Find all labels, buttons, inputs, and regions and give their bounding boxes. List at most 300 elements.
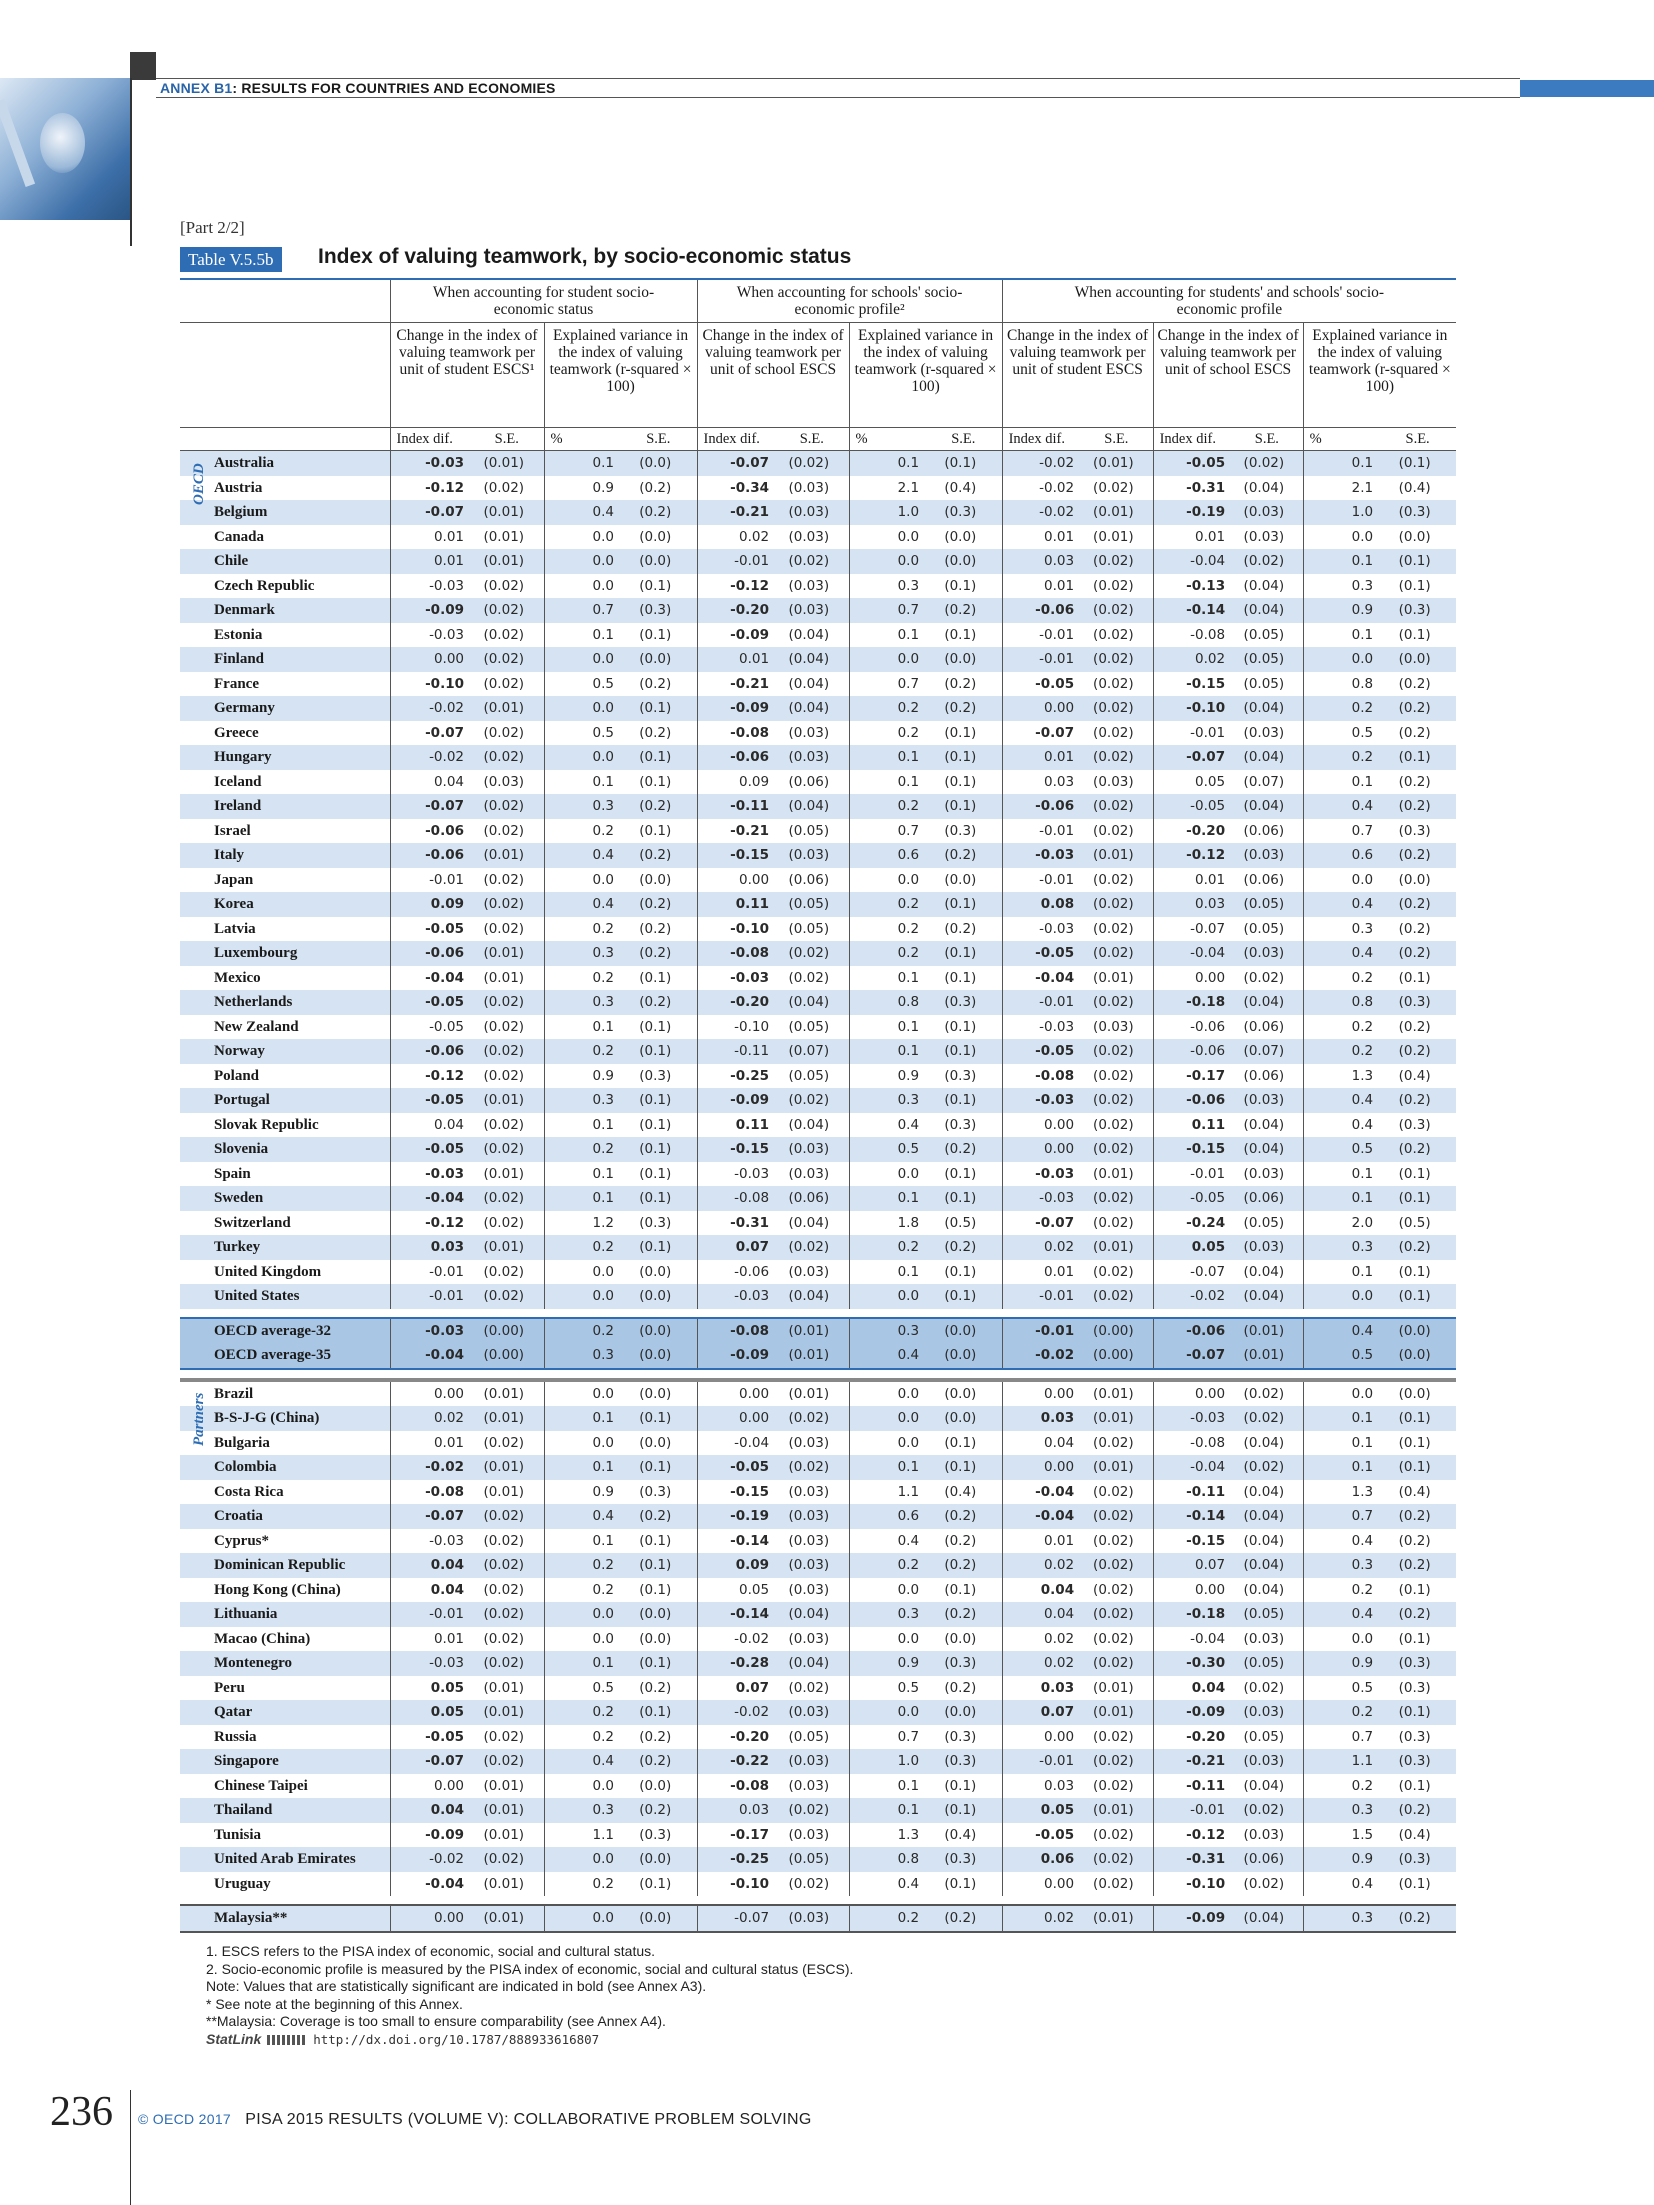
se-cell: (0.2) xyxy=(925,1905,1002,1932)
value-cell: 0.1 xyxy=(849,745,925,770)
se-cell: (0.02) xyxy=(1080,941,1153,966)
se-cell: (0.01) xyxy=(1231,1343,1303,1369)
value-cell: 0.5 xyxy=(544,721,620,746)
partner-row xyxy=(180,1651,1456,1676)
se-cell: (0.1) xyxy=(944,969,977,986)
se-cell: (0.04) xyxy=(1243,1483,1285,1500)
se-cell: (0.1) xyxy=(944,1777,977,1794)
country-name: Costa Rica xyxy=(214,1483,284,1500)
se-cell: (0.1) xyxy=(944,724,977,741)
value-cell: 0.5 xyxy=(544,1676,620,1701)
se-cell: (0.01) xyxy=(470,1455,544,1480)
value-cell: 0.7 xyxy=(849,1725,925,1750)
se-cell: (0.0) xyxy=(944,1630,977,1647)
value-cell: -0.04 xyxy=(390,1186,470,1211)
value-cell: -0.09 xyxy=(390,1823,470,1848)
value-cell: -0.01 xyxy=(1002,990,1080,1015)
value-cell: -0.04 xyxy=(390,1343,470,1369)
value-cell: 0.3 xyxy=(849,1088,925,1113)
se-cell: (0.04) xyxy=(775,696,849,721)
value-cell: 0.02 xyxy=(390,1406,470,1431)
header-accent-bar xyxy=(1520,80,1654,97)
value-cell: 0.0 xyxy=(849,1284,925,1309)
se-cell: (0.02) xyxy=(1231,549,1303,574)
se-cell: (0.03) xyxy=(788,479,830,496)
se-cell: (0.04) xyxy=(1231,1284,1303,1309)
value-cell: 0.4 xyxy=(1303,1529,1379,1554)
value-cell: 1.1 xyxy=(849,1480,925,1505)
value-cell: -0.01 xyxy=(1153,1162,1231,1187)
value-cell: 0.4 xyxy=(544,1504,620,1529)
se-cell: (0.01) xyxy=(483,528,525,545)
se-cell: (0.03) xyxy=(1231,941,1303,966)
se-cell: (0.02) xyxy=(1080,892,1153,917)
group-header-school: When accounting for schools' socio-economic profile² xyxy=(697,279,1002,323)
partner-row xyxy=(180,1627,1456,1652)
country-name: Brazil xyxy=(180,1380,390,1407)
se-cell: (0.01) xyxy=(470,1088,544,1113)
country-name: Finland xyxy=(180,647,390,672)
country-name: Macao (China) xyxy=(214,1630,311,1647)
value-cell: 0.1 xyxy=(1303,451,1379,476)
value-cell: 0.1 xyxy=(544,1529,620,1554)
value-cell: 0.05 xyxy=(1153,770,1231,795)
se-cell: (0.00) xyxy=(470,1318,544,1344)
se-cell: (0.02) xyxy=(470,647,544,672)
sub-header: S.E. xyxy=(470,428,544,451)
partner-row xyxy=(180,1602,1456,1627)
value-cell: 0.5 xyxy=(1303,1676,1379,1701)
oecd-row xyxy=(180,1211,1456,1236)
value-cell: 0.00 xyxy=(1002,696,1080,721)
se-cell: (0.0) xyxy=(639,871,672,888)
value-cell: 0.03 xyxy=(1002,1406,1080,1431)
value-cell: -0.31 xyxy=(1153,1847,1231,1872)
se-cell: (0.01) xyxy=(470,451,544,476)
value-cell: 0.0 xyxy=(544,525,620,550)
se-cell: (0.2) xyxy=(1379,1039,1456,1064)
country-name: Australia xyxy=(180,451,390,476)
country-name: Thailand xyxy=(180,1798,390,1823)
se-cell: (0.04) xyxy=(788,675,830,692)
country-name: France xyxy=(214,675,259,692)
value-cell: -0.12 xyxy=(1153,843,1231,868)
se-cell: (0.1) xyxy=(944,1263,977,1280)
value-cell: -0.01 xyxy=(1153,1798,1231,1823)
value-cell: -0.08 xyxy=(697,1774,775,1799)
se-cell: (0.1) xyxy=(620,1651,697,1676)
value-cell: -0.25 xyxy=(697,1847,775,1872)
value-cell: 0.0 xyxy=(544,1260,620,1285)
value-cell: -0.13 xyxy=(1153,574,1231,599)
se-cell: (0.1) xyxy=(620,1088,697,1113)
value-cell: 0.3 xyxy=(544,794,620,819)
country-name: Montenegro xyxy=(180,1651,390,1676)
value-cell: -0.15 xyxy=(697,843,775,868)
value-cell: -0.09 xyxy=(1153,1905,1231,1932)
se-cell: (0.0) xyxy=(620,1380,697,1407)
country-name: Korea xyxy=(180,892,390,917)
se-cell: (0.03) xyxy=(1231,500,1303,525)
country-name: Switzerland xyxy=(214,1214,291,1231)
se-cell: (0.3) xyxy=(925,1847,1002,1872)
partner-row xyxy=(180,1749,1456,1774)
value-cell: 0.4 xyxy=(849,1113,925,1138)
se-cell: (0.3) xyxy=(944,1728,977,1745)
value-cell: -0.04 xyxy=(1153,1455,1231,1480)
se-cell: (0.1) xyxy=(944,626,977,643)
header-rule-bottom xyxy=(156,97,1520,98)
se-cell: (0.01) xyxy=(470,1700,544,1725)
value-cell: -0.08 xyxy=(697,1318,775,1344)
value-cell: 0.2 xyxy=(849,917,925,942)
se-cell: (0.03) xyxy=(775,1553,849,1578)
se-cell: (0.2) xyxy=(620,1798,697,1823)
se-cell: (0.05) xyxy=(1231,647,1303,672)
partner-row xyxy=(180,1406,1456,1431)
se-cell: (0.04) xyxy=(775,1651,849,1676)
value-cell: -0.02 xyxy=(1002,1343,1080,1369)
se-cell: (0.0) xyxy=(639,528,672,545)
se-cell: (0.01) xyxy=(775,1380,849,1407)
value-cell: 0.8 xyxy=(849,990,925,1015)
value-cell: 0.0 xyxy=(1303,525,1379,550)
se-cell: (0.02) xyxy=(1093,822,1134,839)
se-cell: (0.02) xyxy=(1080,1553,1153,1578)
oecd-row xyxy=(180,941,1456,966)
se-cell: (0.04) xyxy=(1243,1263,1285,1280)
se-cell: (0.02) xyxy=(470,1284,544,1309)
note-2: 2. Socio-economic profile is measured by the PISA index of economic, social and cultural status (ESCS). xyxy=(206,1960,854,1977)
value-cell: 0.04 xyxy=(390,1578,470,1603)
value-cell: 0.3 xyxy=(849,574,925,599)
se-cell: (0.0) xyxy=(620,1318,697,1344)
value-cell: -0.09 xyxy=(697,696,775,721)
se-cell: (0.3) xyxy=(1379,598,1456,623)
data-table xyxy=(180,278,1456,1933)
oecd-row xyxy=(180,917,1456,942)
se-cell: (0.0) xyxy=(925,549,1002,574)
se-cell: (0.02) xyxy=(1080,1847,1153,1872)
value-cell: 0.1 xyxy=(1303,1406,1379,1431)
country-name: Israel xyxy=(214,822,251,839)
value-cell: 0.00 xyxy=(390,647,470,672)
header-vertical-rule xyxy=(130,78,132,246)
se-cell: (0.02) xyxy=(1080,1186,1153,1211)
value-cell: 0.5 xyxy=(544,672,620,697)
se-cell: (0.04) xyxy=(1231,1504,1303,1529)
value-cell: -0.06 xyxy=(390,1039,470,1064)
value-cell: 0.01 xyxy=(390,1431,470,1456)
se-cell: (0.3) xyxy=(1379,990,1456,1015)
value-cell: -0.03 xyxy=(1002,1186,1080,1211)
value-cell: 0.2 xyxy=(849,1553,925,1578)
se-cell: (0.0) xyxy=(620,1343,697,1369)
country-name: Netherlands xyxy=(180,990,390,1015)
value-cell: -0.05 xyxy=(697,1455,775,1480)
se-cell: (0.2) xyxy=(944,920,977,937)
oecd-row xyxy=(180,1162,1456,1187)
value-cell: -0.04 xyxy=(1002,1504,1080,1529)
se-cell: (0.02) xyxy=(483,1018,525,1035)
se-cell: (0.04) xyxy=(1243,1581,1285,1598)
se-cell: (0.3) xyxy=(1398,822,1431,839)
value-cell: -0.01 xyxy=(1002,1318,1080,1344)
se-cell: (0.02) xyxy=(483,1067,525,1084)
value-cell: 0.00 xyxy=(1002,1137,1080,1162)
value-cell: 0.00 xyxy=(390,1380,470,1407)
sub-header: Index dif. xyxy=(697,428,775,451)
se-cell: (0.06) xyxy=(1243,871,1285,888)
country-name: Chile xyxy=(180,549,390,574)
se-cell: (0.1) xyxy=(1398,1581,1431,1598)
se-cell: (0.02) xyxy=(483,675,525,692)
sub-header: S.E. xyxy=(775,428,849,451)
se-cell: (0.06) xyxy=(788,871,830,888)
value-cell: 0.5 xyxy=(849,1676,925,1701)
se-cell: (0.01) xyxy=(775,1343,849,1369)
value-cell: 0.3 xyxy=(1303,574,1379,599)
value-cell: 0.07 xyxy=(1153,1553,1231,1578)
value-cell: 0.0 xyxy=(849,1162,925,1187)
se-cell: (0.02) xyxy=(470,598,544,623)
value-cell: 0.07 xyxy=(1002,1700,1080,1725)
value-cell: -0.01 xyxy=(1153,721,1231,746)
value-cell: 0.9 xyxy=(849,1064,925,1089)
value-cell: -0.34 xyxy=(697,476,775,501)
se-cell: (0.04) xyxy=(1231,990,1303,1015)
se-cell: (0.1) xyxy=(620,745,697,770)
value-cell: -0.05 xyxy=(1002,672,1080,697)
se-cell: (0.04) xyxy=(1231,598,1303,623)
value-cell: 0.3 xyxy=(1303,1905,1379,1932)
value-cell: -0.02 xyxy=(1002,451,1080,476)
se-cell: (0.03) xyxy=(788,724,830,741)
se-cell: (0.2) xyxy=(1398,920,1431,937)
se-cell: (0.03) xyxy=(788,1165,830,1182)
se-cell: (0.02) xyxy=(1093,920,1134,937)
oecd-row xyxy=(180,451,1456,476)
se-cell: (0.02) xyxy=(775,549,849,574)
se-cell: (0.04) xyxy=(1231,1137,1303,1162)
se-cell: (0.01) xyxy=(483,1826,525,1843)
value-cell: 0.0 xyxy=(544,1627,620,1652)
se-cell: (0.02) xyxy=(1093,479,1134,496)
se-cell: (0.01) xyxy=(1093,1679,1134,1696)
se-cell: (0.1) xyxy=(925,1039,1002,1064)
se-cell: (0.4) xyxy=(944,479,977,496)
se-cell: (0.02) xyxy=(1080,598,1153,623)
col-header-4: Explained variance in the index of valuing teamwork (r-squared × 100) xyxy=(849,323,1002,428)
value-cell: 0.3 xyxy=(544,1343,620,1369)
se-cell: (0.02) xyxy=(470,1602,544,1627)
se-cell: (0.02) xyxy=(1080,1651,1153,1676)
se-cell: (0.1) xyxy=(620,1700,697,1725)
se-cell: (0.02) xyxy=(1231,451,1303,476)
value-cell: -0.11 xyxy=(1153,1774,1231,1799)
se-cell: (0.02) xyxy=(470,794,544,819)
se-cell: (0.02) xyxy=(1093,1875,1134,1892)
se-cell: (0.2) xyxy=(1379,892,1456,917)
value-cell: -0.07 xyxy=(390,1749,470,1774)
value-cell: -0.06 xyxy=(1153,1039,1231,1064)
value-cell: 0.00 xyxy=(1153,1380,1231,1407)
value-cell: 1.8 xyxy=(849,1211,925,1236)
se-cell: (0.1) xyxy=(944,1581,977,1598)
se-cell: (0.1) xyxy=(925,1455,1002,1480)
country-name: Latvia xyxy=(214,920,256,937)
value-cell: 0.05 xyxy=(1002,1798,1080,1823)
se-cell: (0.04) xyxy=(788,1214,830,1231)
country-name: Germany xyxy=(180,696,390,721)
value-cell: -0.06 xyxy=(1153,1088,1231,1113)
value-cell: -0.03 xyxy=(1002,1015,1080,1040)
oecd-row xyxy=(180,1137,1456,1162)
value-cell: -0.04 xyxy=(1002,966,1080,991)
oecd-row xyxy=(180,868,1456,893)
oecd-row xyxy=(180,598,1456,623)
country-name: Luxembourg xyxy=(180,941,390,966)
value-cell: 1.1 xyxy=(544,1823,620,1848)
value-cell: -0.07 xyxy=(1002,721,1080,746)
se-cell: (0.03) xyxy=(1231,1700,1303,1725)
value-cell: -0.08 xyxy=(697,721,775,746)
se-cell: (0.01) xyxy=(483,1777,525,1794)
value-cell: 0.04 xyxy=(390,1113,470,1138)
se-cell: (0.2) xyxy=(639,675,672,692)
value-cell: -0.10 xyxy=(697,1872,775,1897)
se-cell: (0.02) xyxy=(1243,1875,1285,1892)
value-cell: -0.30 xyxy=(1153,1651,1231,1676)
se-cell: (0.01) xyxy=(1093,969,1134,986)
value-cell: 0.9 xyxy=(849,1651,925,1676)
partner-row xyxy=(180,1380,1456,1407)
value-cell: 0.5 xyxy=(1303,721,1379,746)
se-cell: (0.06) xyxy=(1243,1067,1285,1084)
value-cell: 0.1 xyxy=(849,1455,925,1480)
se-cell: (0.0) xyxy=(925,1700,1002,1725)
se-cell: (0.1) xyxy=(1398,1630,1431,1647)
header-rule-top xyxy=(156,78,1520,79)
se-cell: (0.1) xyxy=(944,1875,977,1892)
se-cell: (0.1) xyxy=(1379,1186,1456,1211)
value-cell: 0.01 xyxy=(1002,574,1080,599)
value-cell: 0.8 xyxy=(1303,990,1379,1015)
se-cell: (0.0) xyxy=(944,871,977,888)
value-cell: -0.06 xyxy=(697,745,775,770)
oecd-row xyxy=(180,1284,1456,1309)
value-cell: 0.2 xyxy=(849,696,925,721)
value-cell: 0.0 xyxy=(544,1284,620,1309)
se-cell: (0.03) xyxy=(788,1777,830,1794)
se-cell: (0.3) xyxy=(1398,1728,1431,1745)
se-cell: (0.02) xyxy=(470,745,544,770)
value-cell: 0.03 xyxy=(1002,1676,1080,1701)
sub-header: Index dif. xyxy=(1002,428,1080,451)
se-cell: (0.2) xyxy=(925,1235,1002,1260)
value-cell: -0.10 xyxy=(697,1015,775,1040)
value-cell: -0.07 xyxy=(1153,1343,1231,1369)
se-cell: (0.04) xyxy=(775,794,849,819)
value-cell: 0.2 xyxy=(1303,1578,1379,1603)
partner-row xyxy=(180,1823,1456,1848)
value-cell: 0.01 xyxy=(1002,1529,1080,1554)
se-cell: (0.3) xyxy=(1398,1116,1431,1133)
value-cell: 0.07 xyxy=(697,1235,775,1260)
se-cell: (0.00) xyxy=(1080,1343,1153,1369)
value-cell: -0.19 xyxy=(697,1504,775,1529)
value-cell: 0.2 xyxy=(1303,696,1379,721)
value-cell: -0.18 xyxy=(1153,1602,1231,1627)
se-cell: (0.0) xyxy=(1398,528,1431,545)
country-name: United States xyxy=(180,1284,390,1309)
value-cell: -0.02 xyxy=(390,696,470,721)
oecd-row xyxy=(180,966,1456,991)
se-cell: (0.0) xyxy=(639,1777,672,1794)
value-cell: 1.0 xyxy=(1303,500,1379,525)
se-cell: (0.04) xyxy=(775,647,849,672)
country-name: Croatia xyxy=(180,1504,390,1529)
group-header-both: When accounting for students' and schools' socio-economic profile xyxy=(1002,279,1456,323)
value-cell: 0.0 xyxy=(544,868,620,893)
se-cell: (0.01) xyxy=(483,1679,525,1696)
value-cell: -0.04 xyxy=(390,1872,470,1897)
value-cell: 0.0 xyxy=(1303,1380,1379,1407)
se-cell: (0.05) xyxy=(1231,1602,1303,1627)
malaysia-row xyxy=(180,1905,1456,1932)
se-cell: (0.02) xyxy=(1093,675,1134,692)
value-cell: 0.00 xyxy=(390,1905,470,1932)
se-cell: (0.01) xyxy=(483,1483,525,1500)
country-name: Turkey xyxy=(180,1235,390,1260)
value-cell: 0.4 xyxy=(1303,1872,1379,1897)
se-cell: (0.00) xyxy=(470,1343,544,1369)
se-cell: (0.2) xyxy=(620,892,697,917)
value-cell: 0.1 xyxy=(849,966,925,991)
country-name: Slovenia xyxy=(180,1137,390,1162)
se-cell: (0.02) xyxy=(1231,1455,1303,1480)
value-cell: -0.20 xyxy=(697,598,775,623)
se-cell: (0.01) xyxy=(1080,1235,1153,1260)
value-cell: -0.04 xyxy=(1153,941,1231,966)
se-cell: (0.3) xyxy=(639,1214,672,1231)
value-cell: -0.08 xyxy=(697,1186,775,1211)
se-cell: (0.03) xyxy=(1231,1235,1303,1260)
se-cell: (0.1) xyxy=(925,941,1002,966)
se-cell: (0.01) xyxy=(470,843,544,868)
oecd-row xyxy=(180,770,1456,795)
se-cell: (0.02) xyxy=(483,1581,525,1598)
value-cell: 2.0 xyxy=(1303,1211,1379,1236)
value-cell: 0.3 xyxy=(1303,917,1379,942)
value-cell: -0.07 xyxy=(390,500,470,525)
value-cell: 0.1 xyxy=(1303,1455,1379,1480)
value-cell: -0.02 xyxy=(697,1700,775,1725)
value-cell: 0.1 xyxy=(849,1015,925,1040)
country-name: Mexico xyxy=(214,969,261,986)
se-cell: (0.03) xyxy=(1231,1088,1303,1113)
oecd-row xyxy=(180,500,1456,525)
statlink-url[interactable]: http://dx.doi.org/10.1787/888933616807 xyxy=(313,2031,600,2047)
se-cell: (0.1) xyxy=(925,1088,1002,1113)
oecd-row xyxy=(180,721,1456,746)
value-cell: -0.06 xyxy=(697,1260,775,1285)
se-cell: (0.4) xyxy=(1398,1826,1431,1843)
se-cell: (0.1) xyxy=(1398,577,1431,594)
value-cell: 0.1 xyxy=(544,1186,620,1211)
value-cell: -0.19 xyxy=(1153,500,1231,525)
se-cell: (0.3) xyxy=(620,598,697,623)
